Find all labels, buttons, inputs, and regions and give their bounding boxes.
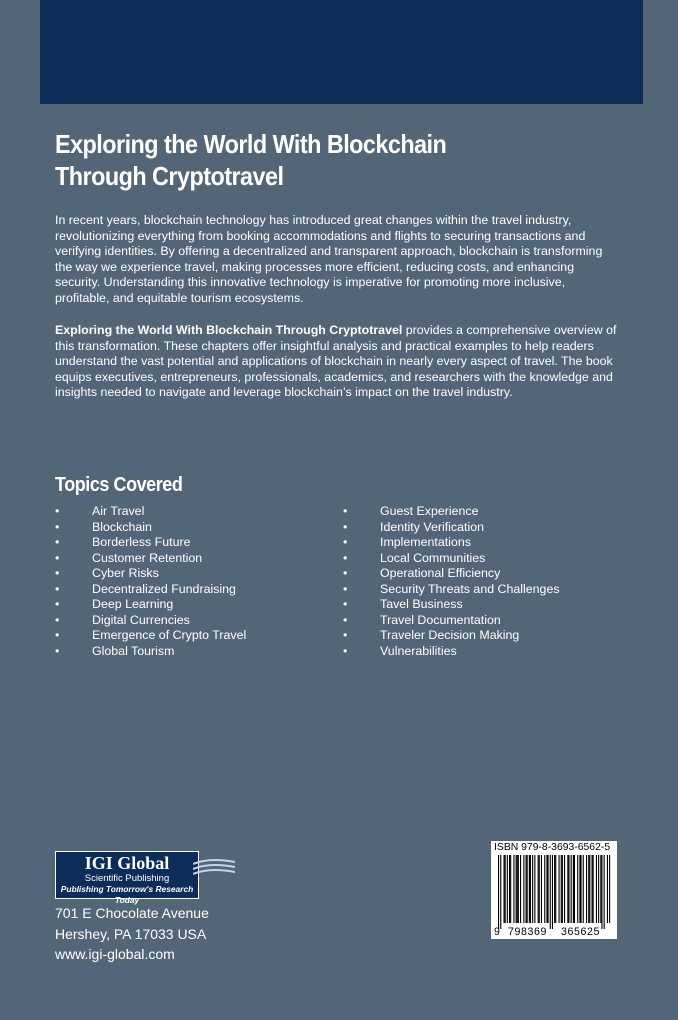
topic-item bbox=[343, 582, 560, 598]
barcode-bar bbox=[586, 855, 587, 923]
address-city: Hershey, PA 17033 USA bbox=[55, 925, 207, 942]
barcode-bar bbox=[609, 855, 610, 923]
topic-item bbox=[343, 628, 560, 644]
bullet-icon: • bbox=[343, 519, 348, 534]
bullet-icon: • bbox=[343, 597, 348, 611]
barcode-bar bbox=[526, 855, 527, 923]
topic-label: Blockchain bbox=[92, 519, 152, 534]
barcode-bar bbox=[600, 855, 601, 923]
barcode-bar bbox=[592, 855, 593, 923]
barcode-bar bbox=[564, 855, 565, 923]
topic-label: Local Communities bbox=[380, 550, 486, 565]
topic-item bbox=[55, 582, 246, 598]
publisher-website: www.igi-global.com bbox=[55, 946, 175, 962]
topic-item bbox=[343, 551, 560, 567]
bullet-icon: • bbox=[343, 581, 348, 596]
topics-list-left bbox=[55, 504, 246, 659]
bullet-icon: • bbox=[55, 581, 60, 596]
topic-label: Travel Documentation bbox=[380, 612, 501, 627]
topic-label: Decentralized Fundraising bbox=[92, 581, 236, 596]
barcode-bar bbox=[598, 855, 599, 923]
barcode-bar bbox=[579, 855, 580, 923]
barcode-bar bbox=[534, 855, 535, 923]
isbn-label: ISBN 979-8-3693-6562-5 bbox=[494, 842, 611, 853]
publisher-logo-tagline: Publishing Tomorrow's Research Today bbox=[60, 884, 194, 905]
topic-label: Digital Currencies bbox=[92, 612, 190, 627]
topic-item bbox=[343, 504, 560, 520]
barcode-bar bbox=[601, 855, 602, 929]
description-paragraph-1-text: In recent years, blockchain technology has introduced great changes within the travel industry, revolutionizing everything from booking accommodations and flights to securing transactions and verifying identities. By offering a decentralized and transparent approach, blockchain is transforming the way we experience travel, making processes more efficient, reducing costs, and enhancing security. Understanding this innovative technology is imperative for promoting more inclusive, profitable, and equitable tourism ecosystems. bbox=[55, 213, 603, 305]
description-paragraph-1 bbox=[55, 213, 620, 307]
barcode-bar bbox=[505, 855, 506, 923]
topic-item bbox=[343, 535, 560, 551]
barcode-bar bbox=[583, 855, 584, 923]
barcode-bar bbox=[573, 855, 574, 923]
book-title-line-2: Through Cryptotravel bbox=[55, 161, 284, 191]
topic-item bbox=[55, 551, 246, 567]
barcode-bar bbox=[593, 855, 594, 923]
topic-item bbox=[343, 613, 560, 629]
barcode-bar bbox=[596, 855, 597, 923]
barcode-bar bbox=[504, 855, 505, 923]
barcode-bar bbox=[581, 855, 582, 923]
publisher-logo-name: IGI Global bbox=[84, 853, 170, 873]
barcode-bar bbox=[589, 855, 590, 923]
bullet-icon: • bbox=[55, 612, 60, 627]
bullet-icon: • bbox=[55, 628, 60, 642]
bullet-icon: • bbox=[55, 550, 60, 565]
topics-heading: Topics Covered bbox=[55, 474, 183, 496]
barcode-bar bbox=[539, 855, 540, 923]
barcode-bar bbox=[500, 855, 501, 929]
topic-label: Cyber Risks bbox=[92, 566, 159, 580]
barcode-digit-first: 9 bbox=[494, 926, 501, 938]
top-color-band bbox=[40, 0, 643, 104]
publisher-logo-box bbox=[55, 851, 199, 905]
bullet-icon: • bbox=[343, 550, 348, 565]
topic-item bbox=[55, 520, 246, 536]
barcode-bar bbox=[554, 855, 555, 923]
barcode-bar bbox=[516, 855, 517, 923]
publisher-logo bbox=[55, 851, 235, 905]
logo-swoosh-icon bbox=[193, 856, 235, 882]
topic-label: Deep Learning bbox=[92, 597, 174, 611]
topic-label: Air Travel bbox=[92, 504, 145, 518]
topic-label: Guest Experience bbox=[380, 504, 479, 518]
topic-label: Customer Retention bbox=[92, 550, 203, 565]
barcode-bar bbox=[607, 855, 608, 923]
barcode-bar bbox=[604, 855, 605, 929]
barcode-bar bbox=[523, 855, 524, 923]
topic-label: Traveler Decision Making bbox=[380, 628, 520, 642]
barcode-bar bbox=[509, 855, 510, 923]
bullet-icon: • bbox=[55, 519, 60, 534]
barcode-bar bbox=[507, 855, 508, 923]
topic-item bbox=[343, 520, 560, 536]
bullet-icon: • bbox=[55, 504, 60, 518]
barcode-digits-right: 365625 bbox=[561, 926, 600, 938]
barcode-bar bbox=[548, 855, 549, 923]
topic-item bbox=[343, 644, 560, 660]
barcode-bar bbox=[510, 855, 511, 923]
barcode-bars bbox=[494, 855, 614, 929]
barcode-bar bbox=[561, 855, 562, 923]
topic-label: Tavel Business bbox=[380, 597, 463, 611]
barcode-bar bbox=[498, 855, 499, 929]
publisher-logo-subtitle: Scientific Publishing bbox=[84, 873, 170, 884]
book-title-line-1: Exploring the World With Blockchain bbox=[55, 129, 447, 159]
bullet-icon: • bbox=[343, 504, 348, 518]
topic-item bbox=[55, 628, 246, 644]
barcode-bar bbox=[529, 855, 530, 923]
topic-item bbox=[343, 566, 560, 582]
topic-item bbox=[343, 597, 560, 613]
description-book-title: Exploring the World With Blockchain Through Cryptotravel bbox=[55, 323, 403, 337]
barcode-bar bbox=[588, 855, 589, 923]
barcode-bar bbox=[562, 855, 563, 923]
barcode-bar bbox=[518, 855, 519, 923]
topic-item bbox=[55, 504, 246, 520]
bullet-icon: • bbox=[343, 566, 348, 580]
bullet-icon: • bbox=[55, 566, 60, 580]
barcode-bar bbox=[527, 855, 528, 923]
bullet-icon: • bbox=[55, 643, 60, 658]
barcode-bar bbox=[571, 855, 572, 923]
bullet-icon: • bbox=[343, 643, 348, 658]
barcode-bar bbox=[541, 855, 542, 923]
topic-label: Implementations bbox=[380, 535, 471, 549]
topic-item bbox=[55, 566, 246, 582]
barcode-bar bbox=[513, 855, 514, 923]
publisher-address bbox=[55, 903, 209, 965]
barcode-bar bbox=[559, 855, 560, 923]
barcode-bar bbox=[546, 855, 547, 923]
topic-label: Borderless Future bbox=[92, 535, 191, 549]
barcode-bar bbox=[530, 855, 531, 923]
barcode-digits-left: 798369 bbox=[508, 926, 547, 938]
barcode-bar bbox=[550, 855, 551, 929]
bullet-icon: • bbox=[343, 612, 348, 627]
address-street: 701 E Chocolate Avenue bbox=[55, 905, 209, 921]
barcode-bar bbox=[532, 855, 533, 923]
barcode-bar bbox=[577, 855, 578, 923]
description-paragraph-2-text: provides a comprehensive overview of this transformation. These chapters offer insightful analysis and practical examples to help readers understand the vast potential and applications of blockchain in nearly every aspect of travel. The book equips executives, entrepreneurs, professionals, academics, and researchers with the knowledge and insights needed to navigate and leverage blockchain’s impact on the travel industry. bbox=[55, 323, 617, 400]
topic-item bbox=[55, 644, 246, 660]
bullet-icon: • bbox=[55, 597, 60, 611]
bullet-icon: • bbox=[343, 535, 348, 549]
book-title bbox=[55, 128, 559, 192]
topic-label: Security Threats and Challenges bbox=[380, 581, 560, 596]
barcode-bar bbox=[555, 855, 556, 923]
barcode-bar bbox=[538, 855, 539, 923]
barcode-bar bbox=[567, 855, 568, 923]
topic-label: Identity Verification bbox=[380, 519, 485, 534]
topic-item bbox=[55, 597, 246, 613]
barcode-bar bbox=[552, 855, 553, 929]
topic-label: Emergence of Crypto Travel bbox=[92, 628, 247, 642]
bullet-icon: • bbox=[343, 628, 348, 642]
topics-list-right bbox=[343, 504, 560, 659]
isbn-barcode bbox=[491, 841, 617, 939]
topic-label: Global Tourism bbox=[92, 643, 175, 658]
barcode-bar bbox=[574, 855, 575, 923]
barcode-bar bbox=[520, 855, 521, 923]
barcode-bar bbox=[517, 855, 518, 923]
barcode-bar bbox=[568, 855, 569, 923]
description-paragraph-2 bbox=[55, 323, 620, 401]
topic-item bbox=[55, 535, 246, 551]
topic-item bbox=[55, 613, 246, 629]
topic-label: Operational Efficiency bbox=[380, 566, 501, 580]
barcode-bar bbox=[544, 855, 545, 923]
topic-label: Vulnerabilities bbox=[380, 643, 457, 658]
bullet-icon: • bbox=[55, 535, 60, 549]
